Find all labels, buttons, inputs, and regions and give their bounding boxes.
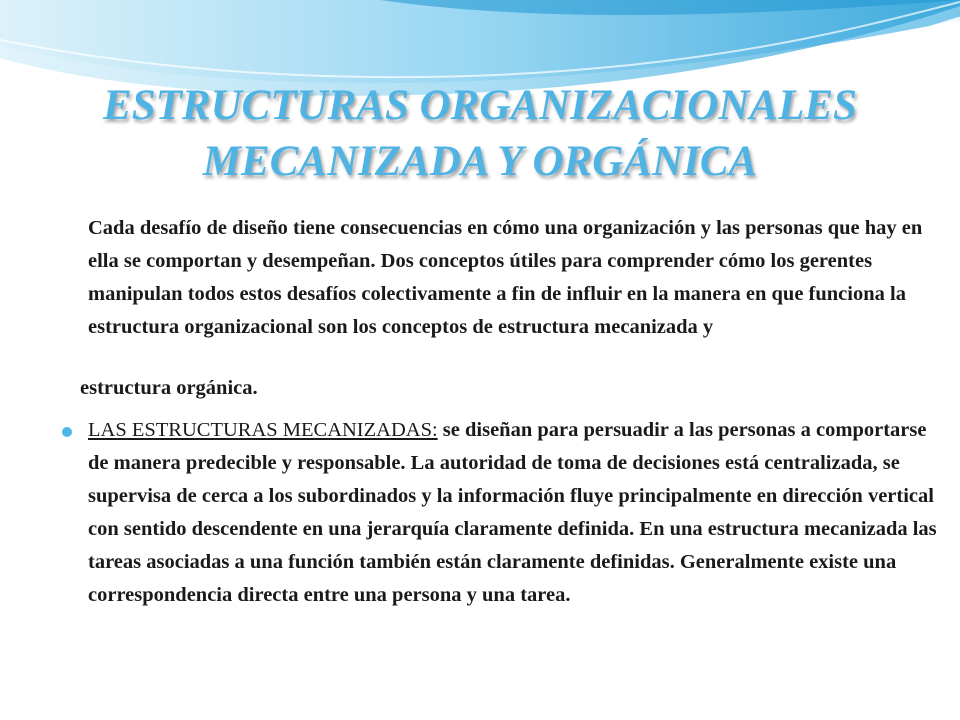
bullet-heading: LAS ESTRUCTURAS MECANIZADAS:	[88, 419, 438, 441]
slide-title	[30, 78, 930, 190]
title-line-2: MECANIZADA Y ORGÁNICA	[202, 138, 758, 185]
bullet-icon	[62, 427, 72, 437]
intro-paragraph-tail: estructura orgánica.	[80, 377, 258, 399]
title-line-1: ESTRUCTURAS ORGANIZACIONALES	[103, 82, 857, 129]
bullet-paragraph	[88, 414, 938, 612]
intro-paragraph: Cada desafío de diseño tiene consecuencias en cómo una organización y las personas que hay en ella se comportan y desempeñan. Dos conceptos útiles para comprender cómo los gerentes manipulan todos estos desafíos colectivamente a fin de influir en la manera en que funciona la estructura organizacional son los conceptos de estructura mecanizada y	[88, 217, 923, 338]
bullet-body: se diseñan para persuadir a las personas a comportarse de manera predecible y responsable. La autoridad de toma de decisiones está centralizada, se supervisa de cerca a los subordinados y la información fluye principalmente en dirección vertical con sentido descendente en una jerarquía claramente definida. En una estructura mecanizada las tareas asociadas a una función también están claramente definidas. Generalmente existe una correspondencia directa entre una persona y una tarea.	[88, 419, 937, 606]
